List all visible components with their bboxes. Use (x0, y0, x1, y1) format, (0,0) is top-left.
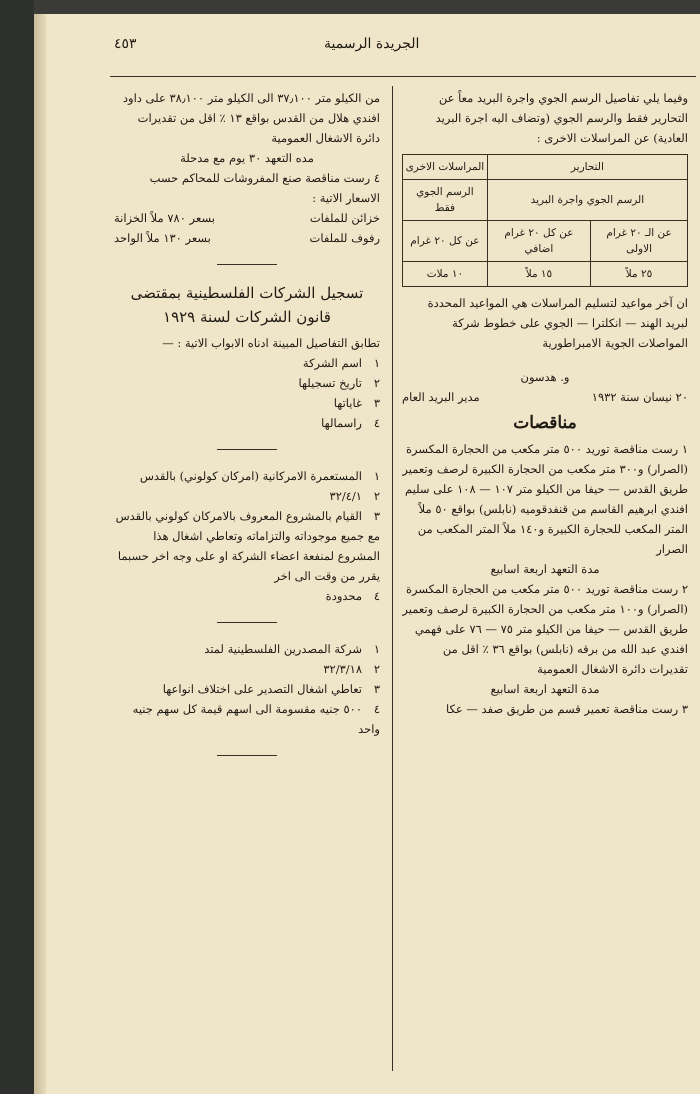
company-1-capital: محدودة (325, 589, 362, 603)
field-number: ٣ (373, 396, 380, 410)
signatory-name: و. هدسون (520, 370, 570, 384)
tender-2-period: مدة التعهد اربعة اسابيع (490, 682, 600, 696)
field-number: ٢ (373, 376, 380, 390)
tender-1: ١ رست مناقصة توريد ٥٠٠ متر مكعب من الحجارة المكسرة (الصرار) و٣٠٠ متر مكعب من الحجارة الكبيرة لرصف وتعمير طريق القدس — حيفا من الكيلو متر ١٠٧ — ١٠٨ على سليم افندي ابرهيم القاسم من قنفدقوميه (نابلس) بواقع ٥٠ ملاً المتر المكعب للحجارة الكبيرة و١٤٠ ملاً المتر المكعب من الصرار (402, 442, 688, 556)
book-spine (0, 0, 34, 1094)
airmail-rates-table (402, 154, 688, 287)
furniture-item-name: رفوف للملفات (309, 231, 380, 245)
furniture-item (114, 228, 380, 248)
furniture-item-price: بسعر ١٣٠ ملاً الواحد (114, 231, 211, 245)
signatory-title: مدير البريد العام (402, 390, 480, 404)
field-number: ٣ (373, 682, 380, 696)
field-number: ٤ (373, 702, 380, 716)
furniture-item (114, 208, 380, 228)
company-2-capital: ٥٠٠ جنيه مقسومة الى اسهم قيمة كل سهم جنيه واحد (132, 702, 380, 736)
section-rule (217, 264, 277, 265)
section-rule (217, 622, 277, 623)
field-number: ٤ (373, 416, 380, 430)
company-1-line (114, 466, 380, 486)
tender-2: ٢ رست مناقصة توريد ٥٠٠ متر مكعب من الحجارة المكسرة (الصرار) و١٠٠ متر مكعب من الحجارة الكبيرة لرصف وتعمير طريق القدس — حيفا من الكيلو متر ٧٥ — ٧٦ على فهمي افندي عبد الله من برقه (نابلس) بواقع ٣٦ ٪ اقل من تقديرات دائرة الاشغال العمومية (402, 582, 688, 676)
company-2-name: شركة المصدرين الفلسطينية لمتد (204, 642, 362, 656)
company-1-date: ٣٢/٤/١ (329, 489, 362, 503)
table-head-other: المراسلات الاخرى (403, 155, 488, 180)
table-sub-other: الرسم الجوي فقط (403, 180, 488, 221)
airmail-intro: وفيما يلي تفاصيل الرسم الجوي واجرة البريد معاً عن التحارير فقط والرسم الجوي (وتضاف اليه اجرة البريد العادية) عن المراسلات الاخرى : (435, 91, 688, 145)
furniture-item-price: بسعر ٧٨٠ ملاً الخزانة (114, 211, 215, 225)
field-number: ١ (373, 469, 380, 483)
page-edge (34, 14, 46, 1094)
header-rule (110, 76, 696, 77)
company-1-name: المستعمرة الامركانية (امركان كولوني) بالقدس (139, 469, 362, 483)
column-divider (392, 86, 393, 1071)
company-2-line (114, 659, 380, 679)
section-rule (217, 755, 277, 756)
table-price-first: ٢٥ ملاً (591, 262, 688, 287)
tender-3-period: مده التعهد ٣٠ يوم مع مدحلة (180, 151, 314, 165)
registration-heading: تسجيل الشركات الفلسطينية بمقتضى قانون الشركات لسنة ١٩٢٩ (130, 284, 364, 326)
field-number: ١ (373, 356, 380, 370)
table-weight-other: عن كل ٢٠ غرام (403, 221, 488, 262)
table-price-other: ١٠ ملات (403, 262, 488, 287)
field-number: ٤ (373, 589, 380, 603)
field-text: اسم الشركة (302, 356, 362, 370)
table-head-letters: التحارير (487, 155, 687, 180)
tender-4: ٤ رست مناقصة صنع المفروشات للمحاكم حسب الاسعار الاتية : (149, 171, 380, 205)
field-item (114, 373, 380, 393)
gazette-title: الجريدة الرسمية (324, 36, 420, 52)
right-column (402, 88, 688, 719)
tender-3-continued: من الكيلو متر ٣٧٫١٠٠ الى الكيلو متر ٣٨٫١٠٠ على داود افندي هلال من القدس بواقع ١٣ ٪ اقل من تقديرات دائرة الاشغال العمومية (122, 91, 380, 145)
company-1-line (114, 486, 380, 506)
tender-1-period: مدة التعهد اربعة اسابيع (490, 562, 600, 576)
company-1-objects: القيام بالمشروع المعروف بالامركان كولوني بالقدس مع جميع موجوداته والتزاماته وتعاطي اشغال هذا المشروع لمنفعة اعضاء الشركة او على وجه اخر حسبما يقرر من وقت الى اخر (115, 509, 380, 583)
company-2-line (114, 639, 380, 659)
field-text: راسمالها (321, 416, 362, 430)
left-column (114, 88, 380, 772)
company-2-objects: تعاطي اشغال التصدير على اختلاف انواعها (162, 682, 362, 696)
registration-intro: تطابق التفاصيل المبينة ادناه الابواب الاتية : — (162, 336, 380, 350)
table-weight-first: عن الـ ٢٠ غرام الاولى (591, 221, 688, 262)
field-item (114, 413, 380, 433)
field-item (114, 393, 380, 413)
document-page (34, 14, 700, 1094)
company-2-line (114, 679, 380, 699)
table-weight-extra: عن كل ٢٠ غرام اضافي (487, 221, 590, 262)
field-number: ٣ (373, 509, 380, 523)
company-1-line (114, 586, 380, 606)
table-sub-letters: الرسم الجوي واجرة البريد (487, 180, 687, 221)
signature-line (402, 387, 688, 407)
section-rule (217, 449, 277, 450)
deadline-note: ان آخر مواعيد لتسليم المراسلات هي المواعيد المحددة لبريد الهند — انكلترا — الجوي على خطوط شركة المواصلات الجوية الامبراطورية (427, 296, 688, 350)
company-1-line (114, 506, 380, 586)
table-price-extra: ١٥ ملاً (487, 262, 590, 287)
furniture-item-name: خزائن للملفات (309, 211, 380, 225)
page-number: ٤٥٣ (114, 36, 137, 52)
field-text: تاريخ تسجيلها (298, 376, 362, 390)
field-number: ٢ (373, 489, 380, 503)
field-item (114, 353, 380, 373)
field-text: غاياتها (333, 396, 362, 410)
notice-date: ٢٠ نيسان سنة ١٩٣٢ (591, 390, 688, 404)
tender-3: ٣ رست مناقصة تعمير قسم من طريق صفد — عكا (446, 702, 688, 716)
company-2-line (114, 699, 380, 739)
field-number: ٢ (373, 662, 380, 676)
tenders-heading: مناقصات (513, 413, 577, 433)
field-number: ١ (373, 642, 380, 656)
company-2-date: ٣٢/٣/١٨ (323, 662, 362, 676)
